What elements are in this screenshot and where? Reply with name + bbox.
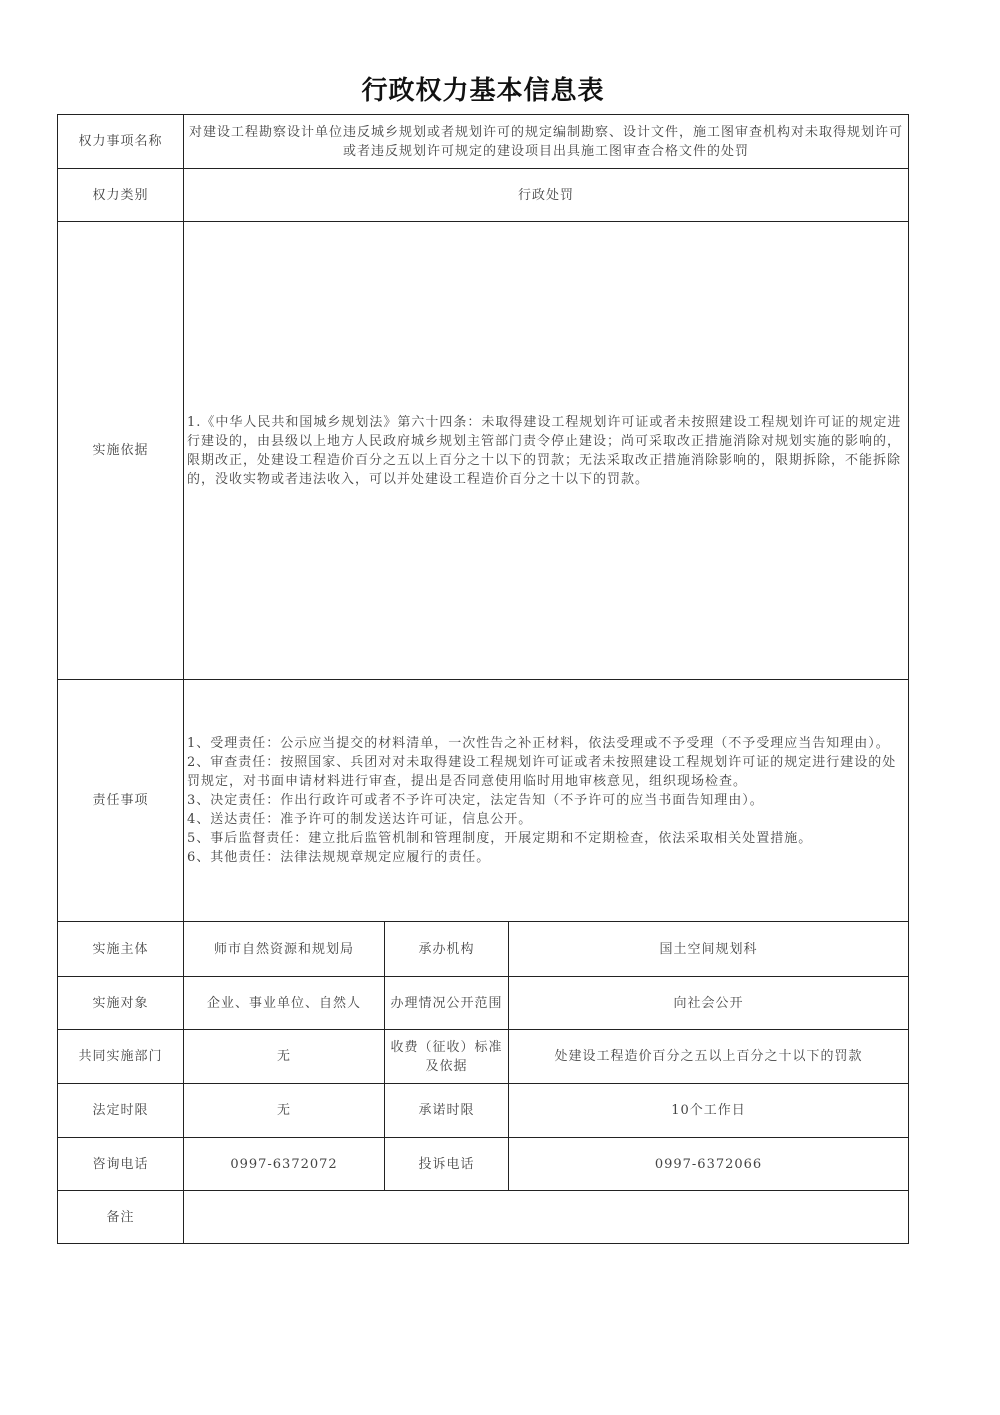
- info-table: [57, 114, 909, 1244]
- row-remark: [58, 1191, 909, 1244]
- value-duties: [184, 680, 909, 922]
- value-complaint-phone: 0997-6372066: [509, 1138, 909, 1191]
- label-target: 实施对象: [58, 977, 184, 1030]
- value-fee: 处建设工程造价百分之五以上百分之十以下的罚款: [509, 1030, 909, 1084]
- value-target: 企业、事业单位、自然人: [184, 977, 385, 1030]
- label-fee: 收费（征收）标准及依据: [385, 1030, 509, 1084]
- label-joint: 共同实施部门: [58, 1030, 184, 1084]
- label-category: 权力类别: [58, 169, 184, 222]
- duty-item: 1、受理责任：公示应当提交的材料清单，一次性告之补正材料，依法受理或不予受理（不予受理应当告知理由）。: [187, 736, 890, 751]
- row-target: [58, 977, 909, 1030]
- label-subject: 实施主体: [58, 922, 184, 977]
- value-name: 对建设工程勘察设计单位违反城乡规划或者规划许可的规定编制勘察、设计文件，施工图审查机构对未取得规划许可或者违反规划许可规定的建设项目出具施工图审查合格文件的处罚: [184, 115, 909, 169]
- duty-item: 2、审查责任：按照国家、兵团对对未取得建设工程规划许可证或者未按照建设工程规划许可证的规定进行建设的处罚规定，对书面申请材料进行审查，提出是否同意使用临时用地审核意见，组织现场检查。: [187, 755, 897, 789]
- row-category: [58, 169, 909, 222]
- duty-item: 6、其他责任：法律法规规章规定应履行的责任。: [187, 850, 491, 865]
- value-consult-phone: 0997-6372072: [184, 1138, 385, 1191]
- row-limit: [58, 1084, 909, 1138]
- value-promise-limit: 10个工作日: [509, 1084, 909, 1138]
- label-legal-limit: 法定时限: [58, 1084, 184, 1138]
- page-title: 行政权力基本信息表: [361, 76, 605, 106]
- label-basis: 实施依据: [58, 222, 184, 680]
- row-basis: [58, 222, 909, 680]
- duty-item: 5、事后监督责任：建立批后监管机制和管理制度，开展定期和不定期检查，依法采取相关处置措施。: [187, 831, 813, 846]
- value-category: 行政处罚: [184, 169, 909, 222]
- label-disclosure: 办理情况公开范围: [385, 977, 509, 1030]
- row-name: [58, 115, 909, 169]
- row-joint: [58, 1030, 909, 1084]
- value-basis: 1.《中华人民共和国城乡规划法》第六十四条：未取得建设工程规划许可证或者未按照建设工程规划许可证的规定进行建设的，由县级以上地方人民政府城乡规划主管部门责令停止建设；尚可采取改正措施消除对规划实施的影响的，限期改正，处建设工程造价百分之五以上百分之十以下的罚款；无法采取改正措施消除影响的，限期拆除，不能拆除的，没收实物或者违法收入，可以并处建设工程造价百分之十以下的罚款。: [184, 222, 909, 680]
- duty-item: 3、决定责任：作出行政许可或者不予许可决定，法定告知（不予许可的应当书面告知理由）。: [187, 793, 764, 808]
- value-joint: 无: [184, 1030, 385, 1084]
- label-consult-phone: 咨询电话: [58, 1138, 184, 1191]
- label-remark: 备注: [58, 1191, 184, 1244]
- label-name: 权力事项名称: [58, 115, 184, 169]
- row-duties: [58, 680, 909, 922]
- value-legal-limit: 无: [184, 1084, 385, 1138]
- value-remark: [184, 1191, 909, 1244]
- value-disclosure: 向社会公开: [509, 977, 909, 1030]
- value-agency: 国土空间规划科: [509, 922, 909, 977]
- label-duties: 责任事项: [58, 680, 184, 922]
- row-subject: [58, 922, 909, 977]
- label-promise-limit: 承诺时限: [385, 1084, 509, 1138]
- label-agency: 承办机构: [385, 922, 509, 977]
- row-phone: [58, 1138, 909, 1191]
- duty-item: 4、送达责任：准予许可的制发送达许可证，信息公开。: [187, 812, 533, 827]
- value-subject: 师市自然资源和规划局: [184, 922, 385, 977]
- label-complaint-phone: 投诉电话: [385, 1138, 509, 1191]
